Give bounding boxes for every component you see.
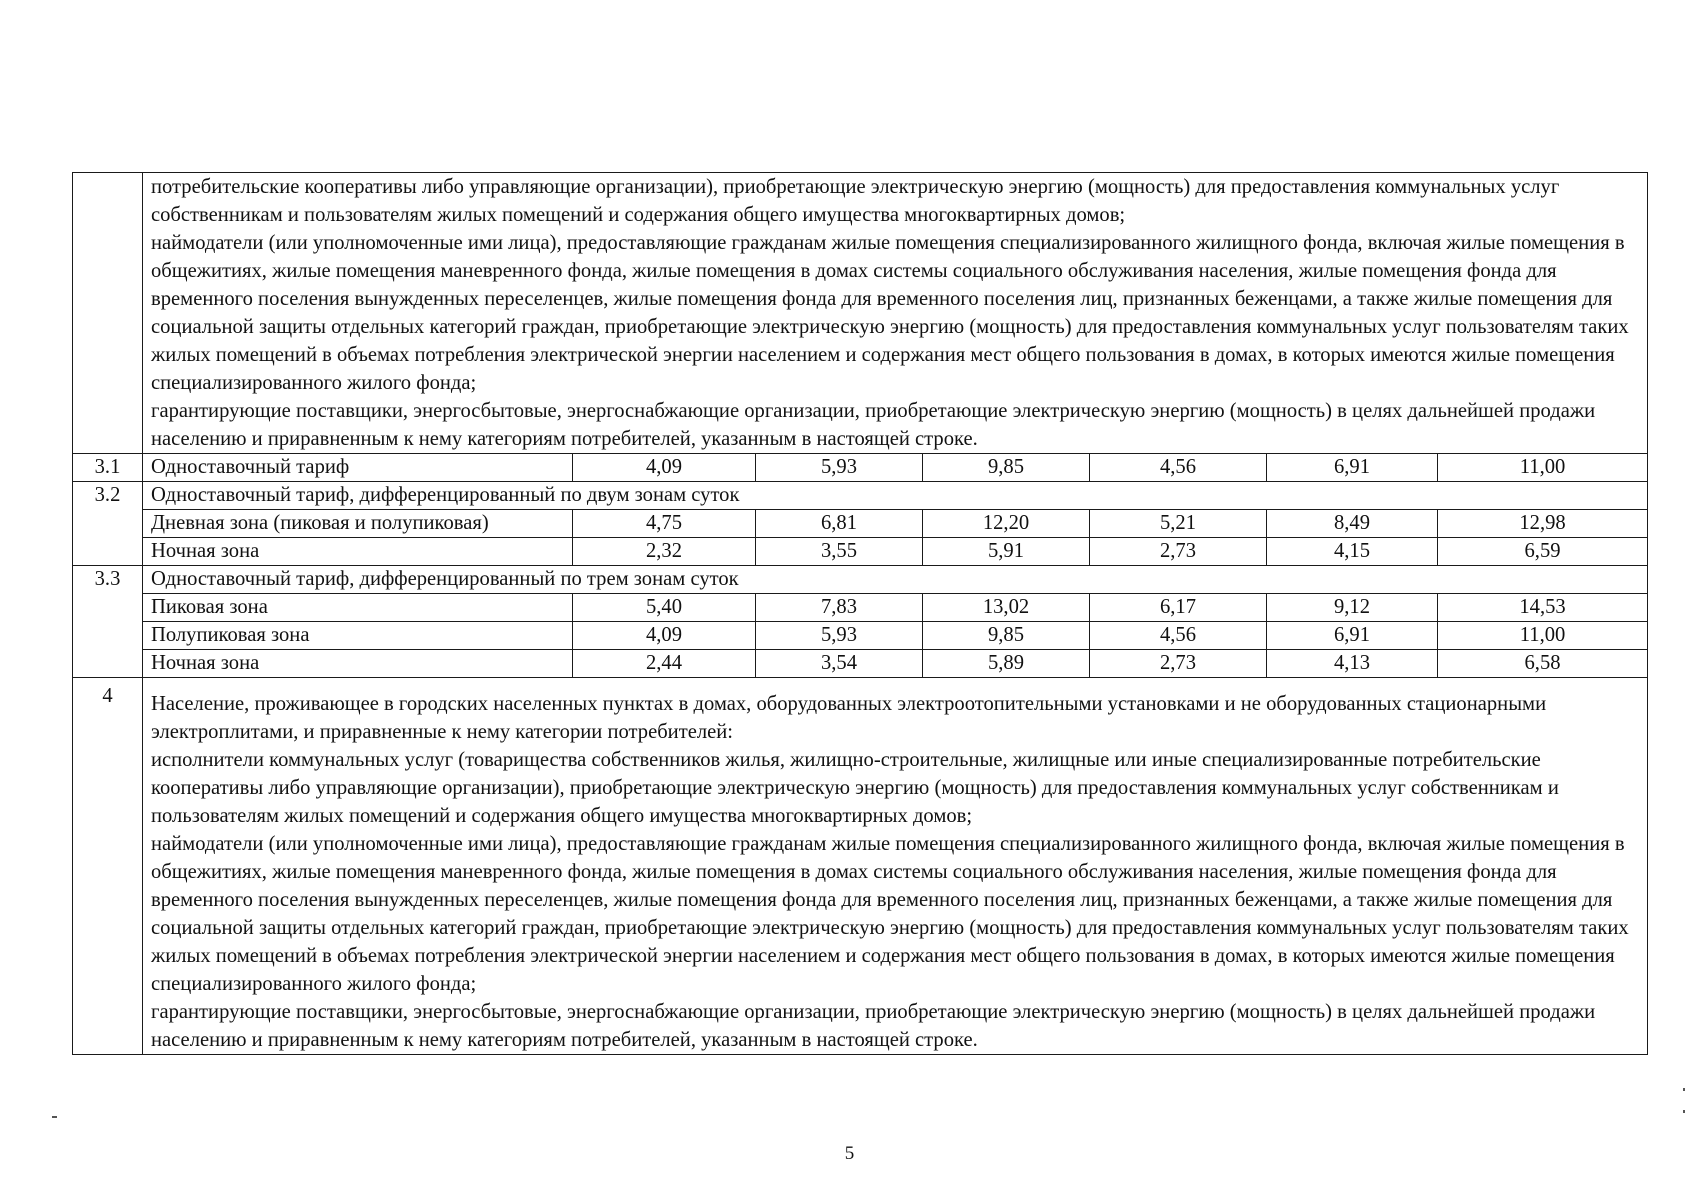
tariff-label: Дневная зона (пиковая и полупиковая) [143, 510, 573, 538]
tariff-label: Пиковая зона [143, 594, 573, 622]
tariff-value: 5,40 [573, 594, 756, 622]
tariff-row [73, 622, 1648, 650]
tariff-value: 13,02 [923, 594, 1090, 622]
tariff-value: 5,93 [756, 454, 923, 482]
tariff-value: 2,73 [1090, 538, 1267, 566]
tariff-value: 11,00 [1438, 454, 1648, 482]
tariff-heading-row-3-3 [73, 566, 1648, 594]
tariff-value: 4,09 [573, 622, 756, 650]
tariff-value: 8,49 [1267, 510, 1438, 538]
tariff-value: 14,53 [1438, 594, 1648, 622]
tariff-value: 3,54 [756, 650, 923, 678]
tariff-heading-row-3-2 [73, 482, 1648, 510]
row-number: 3.2 [73, 482, 143, 566]
description-paragraph: наймодатели (или уполномоченные ими лица), предоставляющие гражданам жилые помещения специализированного жилищного фонда, включая жилые помещения в общежитиях, жилые помещения маневренного фонда, жилые помещения в домах системы социального обслуживания населения, жилые помещения фонда для временного поселения вынужденных переселенцев, жилые помещения фонда для временного поселения лиц, признанных беженцами, а также жилые помещения для социальной защиты отдельных категорий граждан, приобретающие электрическую энергию (мощность) для предоставления коммунальных услуг пользователям таких жилых помещений в объемах потребления электрической энергии населением и содержания мест общего пользования в домах, в которых имеются жилые помещения специализированного жилого фонда; [151, 833, 1629, 995]
tariff-heading: Одноставочный тариф, дифференцированный по двум зонам суток [143, 482, 1648, 510]
tariff-label: Ночная зона [143, 538, 573, 566]
tariff-value: 3,55 [756, 538, 923, 566]
tariff-value: 4,56 [1090, 622, 1267, 650]
tariff-value: 6,81 [756, 510, 923, 538]
scan-artifact [1683, 1088, 1685, 1091]
tariff-row [73, 650, 1648, 678]
tariff-value: 6,91 [1267, 454, 1438, 482]
consumer-description [143, 173, 1648, 454]
category-row-4 [73, 678, 1648, 1055]
tariff-row-3-1 [73, 454, 1648, 482]
row-number: 4 [73, 678, 143, 1055]
tariff-value: 4,09 [573, 454, 756, 482]
tariff-value: 4,15 [1267, 538, 1438, 566]
tariff-value: 2,44 [573, 650, 756, 678]
tariff-value: 5,89 [923, 650, 1090, 678]
tariff-value: 6,91 [1267, 622, 1438, 650]
tariff-value: 4,13 [1267, 650, 1438, 678]
tariff-row [73, 594, 1648, 622]
tariff-value: 9,12 [1267, 594, 1438, 622]
tariff-label: Ночная зона [143, 650, 573, 678]
tariff-value: 9,85 [923, 622, 1090, 650]
tariff-label: Полупиковая зона [143, 622, 573, 650]
tariff-value: 2,32 [573, 538, 756, 566]
tariff-value: 12,98 [1438, 510, 1648, 538]
row-number: 3.1 [73, 454, 143, 482]
tariff-row [73, 538, 1648, 566]
category-description [143, 678, 1648, 1055]
description-paragraph: гарантирующие поставщики, энергосбытовые, энергоснабжающие организации, приобретающие электрическую энергию (мощность) в целях дальнейшей продажи населению и приравненным к нему категориям потребителей, указанным в настоящей строке. [151, 1001, 1596, 1051]
tariff-value: 5,91 [923, 538, 1090, 566]
description-paragraph: гарантирующие поставщики, энергосбытовые, энергоснабжающие организации, приобретающие электрическую энергию (мощность) в целях дальнейшей продажи населению и приравненным к нему категориям потребителей, указанным в настоящей строке. [151, 400, 1596, 450]
tariff-table [72, 172, 1648, 1055]
continuation-row [73, 173, 1648, 454]
tariff-value: 12,20 [923, 510, 1090, 538]
tariff-value: 6,58 [1438, 650, 1648, 678]
tariff-value: 6,17 [1090, 594, 1267, 622]
tariff-row [73, 510, 1648, 538]
tariff-value: 9,85 [923, 454, 1090, 482]
scan-artifact [52, 1116, 57, 1118]
tariff-value: 4,75 [573, 510, 756, 538]
row-number: 3.3 [73, 566, 143, 678]
description-paragraph: исполнители коммунальных услуг (товарищества собственников жилья, жилищно-строительные, жилищные или иные специализированные потребительские кооперативы либо управляющие организации), приобретающие электрическую энергию (мощность) для предоставления коммунальных услуг собственникам и пользователям жилых помещений и содержания общего имущества многоквартирных домов; [151, 749, 1559, 827]
page-number: 5 [844, 1143, 855, 1164]
tariff-value: 6,59 [1438, 538, 1648, 566]
description-paragraph: наймодатели (или уполномоченные ими лица), предоставляющие гражданам жилые помещения специализированного жилищного фонда, включая жилые помещения в общежитиях, жилые помещения маневренного фонда, жилые помещения в домах системы социального обслуживания населения, жилые помещения фонда для временного поселения вынужденных переселенцев, жилые помещения фонда для временного поселения лиц, признанных беженцами, а также жилые помещения для социальной защиты отдельных категорий граждан, приобретающие электрическую энергию (мощность) для предоставления коммунальных услуг пользователям таких жилых помещений в объемах потребления электрической энергии населением и содержания мест общего пользования в домах, в которых имеются жилые помещения специализированного жилого фонда; [151, 232, 1629, 394]
scan-artifact [1683, 1110, 1685, 1113]
description-paragraph: потребительские кооперативы либо управляющие организации), приобретающие электрическую энергию (мощность) для предоставления коммунальных услуг собственникам и пользователям жилых помещений и содержания общего имущества многоквартирных домов; [151, 176, 1560, 226]
tariff-value: 5,21 [1090, 510, 1267, 538]
row-number-cell [73, 173, 143, 454]
tariff-value: 5,93 [756, 622, 923, 650]
tariff-heading: Одноставочный тариф, дифференцированный по трем зонам суток [143, 566, 1648, 594]
tariff-value: 11,00 [1438, 622, 1648, 650]
description-paragraph: Население, проживающее в городских населенных пунктах в домах, оборудованных электроотопительными установками и не оборудованных стационарными электроплитами, и приравненные к нему категории потребителей: [151, 693, 1547, 743]
tariff-label: Одноставочный тариф [143, 454, 573, 482]
tariff-value: 2,73 [1090, 650, 1267, 678]
tariff-value: 4,56 [1090, 454, 1267, 482]
tariff-value: 7,83 [756, 594, 923, 622]
